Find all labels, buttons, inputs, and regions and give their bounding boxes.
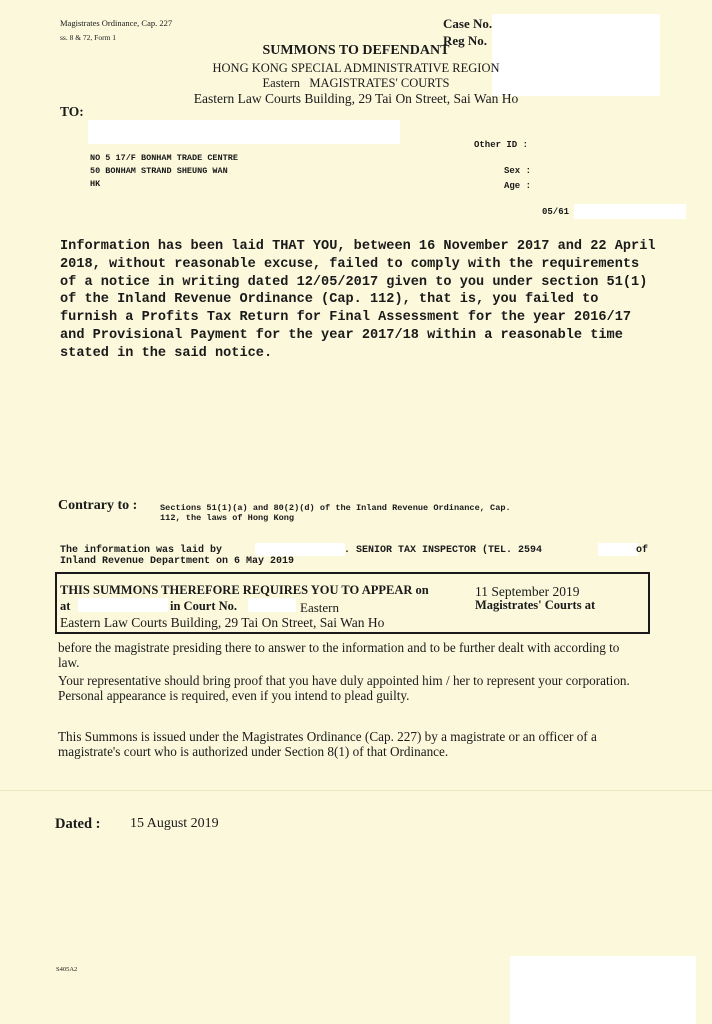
- reg-no-label: Reg No.: [443, 33, 488, 48]
- appearance-heading: THIS SUMMONS THEREFORE REQUIRES YOU TO APPEAR on: [60, 583, 429, 597]
- laid-by-department: Inland Revenue Department on 6 May 2019: [60, 556, 295, 567]
- court-no-label: in Court No.: [170, 599, 238, 613]
- dated-label: Dated :: [55, 816, 101, 832]
- recipient-address: [90, 152, 238, 191]
- ordinance-reference: Magistrates Ordinance, Cap. 227: [60, 18, 173, 28]
- redacted-footer: [510, 956, 696, 1024]
- contrary-line: 112, the laws of Hong Kong: [160, 513, 295, 523]
- court-heading: [0, 76, 712, 91]
- information-text: Information has been laid THAT YOU, between 16 November 2017 and 22 April 2018, without reasonable excuse, failed to comply with the requirements of a notice in writing dated 12/05/2017 given to you under section 51(1) of the Inland Revenue Ordinance (Cap. 112), that is, you failed to furnish a Profits Tax Return for Final Assessment for the year 2016/17 and Provisional Payment for the year 2017/18 within a reasonable time stated in the said notice.: [60, 239, 656, 361]
- court-type: MAGISTRATES' COURTS: [309, 76, 450, 90]
- laid-by-prefix: The information was laid by: [60, 545, 223, 556]
- redacted-officer-name: [255, 543, 345, 556]
- before-magistrate-text: before the magistrate presiding there to answer to the information and to be further dealt with according to law.: [58, 640, 620, 670]
- page-title: SUMMONS TO DEFENDANT: [262, 43, 450, 58]
- redacted-time: [78, 598, 168, 612]
- at-label: at: [60, 599, 71, 613]
- to-label: TO:: [60, 104, 84, 119]
- redacted-reference-suffix: [574, 204, 686, 219]
- address-line: HK: [90, 179, 101, 189]
- issued-under-text: This Summons is issued under the Magistrates Ordinance (Cap. 227) by a magistrate or an officer of a magistrate's court who is authorized under Section 8(1) of that Ordinance.: [58, 729, 597, 759]
- representative-text: Your representative should bring proof that you have duly appointed him / her to represent your corporation. Personal appearance is required, even if you intend to plead guilty.: [58, 673, 630, 703]
- contrary-text: [160, 503, 511, 523]
- contrary-label: Contrary to :: [58, 498, 138, 513]
- age-label: Age :: [504, 181, 532, 191]
- laid-by-suffix: of: [636, 545, 649, 556]
- other-id-label: Other ID :: [474, 140, 529, 150]
- sex-label: Sex :: [504, 166, 532, 176]
- redacted-court-number: [248, 598, 296, 612]
- appearance-court-type: Magistrates' Courts at: [475, 598, 596, 612]
- appearance-date: 11 September 2019: [475, 584, 580, 599]
- dated-value: 15 August 2019: [130, 816, 219, 831]
- case-no-label: Case No.: [443, 16, 493, 31]
- laid-by-title: . SENIOR TAX INSPECTOR (TEL. 2594: [344, 545, 543, 556]
- appearance-court-district: Eastern: [300, 600, 339, 615]
- address-line: NO 5 17/F BONHAM TRADE CENTRE: [90, 153, 238, 163]
- contrary-line: Sections 51(1)(a) and 80(2)(d) of the Inland Revenue Ordinance, Cap.: [160, 503, 511, 513]
- region-heading: HONG KONG SPECIAL ADMINISTRATIVE REGION: [212, 61, 500, 75]
- redacted-phone: [598, 543, 638, 556]
- redacted-recipient-name: [88, 120, 400, 144]
- reference-number: 05/61: [542, 207, 570, 217]
- paper-fold: [0, 790, 712, 791]
- form-code: S405A2: [56, 966, 78, 973]
- court-district: Eastern: [262, 76, 301, 90]
- address-line: 50 BONHAM STRAND SHEUNG WAN: [90, 166, 228, 176]
- appearance-address: Eastern Law Courts Building, 29 Tai On Street, Sai Wan Ho: [60, 615, 385, 630]
- sections-reference: ss. 8 & 72, Form 1: [60, 33, 117, 42]
- court-address: Eastern Law Courts Building, 29 Tai On Street, Sai Wan Ho: [193, 91, 519, 106]
